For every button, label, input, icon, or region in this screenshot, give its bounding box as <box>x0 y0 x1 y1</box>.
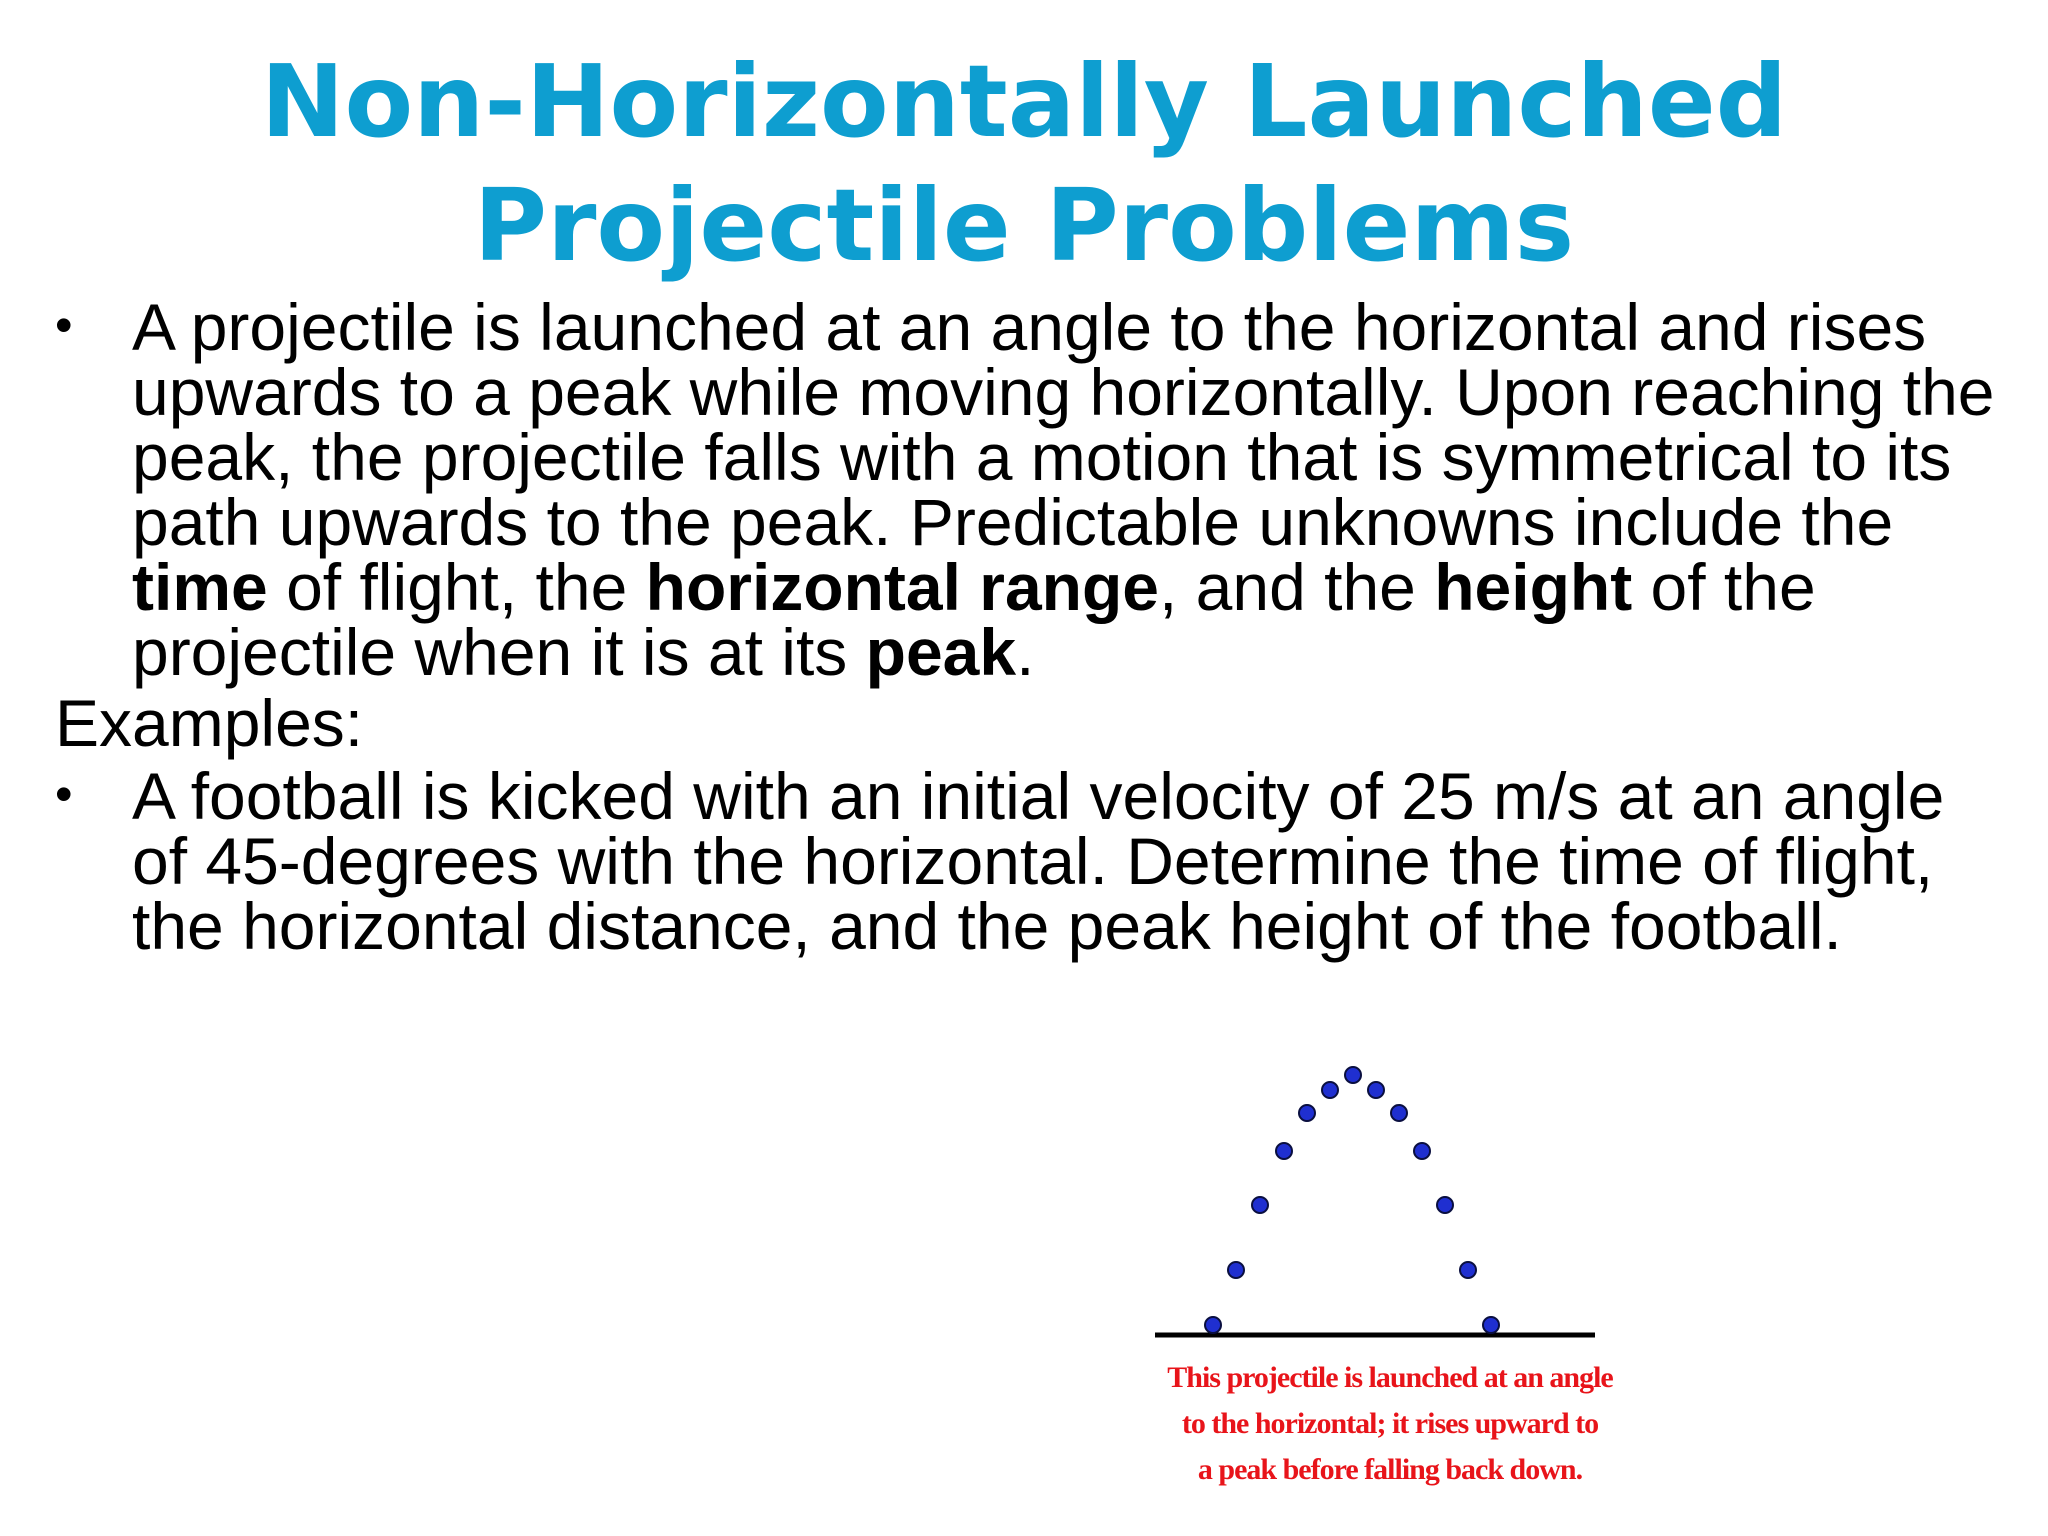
trajectory-dots <box>1205 1067 1499 1333</box>
trajectory-dot <box>1483 1317 1499 1333</box>
bullet-example <box>55 759 2005 963</box>
trajectory-dot <box>1276 1143 1292 1159</box>
bullet-dot-icon: • <box>55 297 73 353</box>
bullet1-peak: peak <box>865 615 1017 689</box>
trajectory-dot <box>1414 1143 1430 1159</box>
bullet-dot-icon: • <box>55 766 73 822</box>
bullet-description <box>55 290 2005 689</box>
diagram-caption <box>1060 1355 1720 1493</box>
trajectory-dot <box>1252 1197 1268 1213</box>
trajectory-dot <box>1322 1082 1338 1098</box>
trajectory-dot <box>1437 1197 1453 1213</box>
bullet2-text: A football is kicked with an initial velocity of 25 m/s at an angle of 45-degrees with the horizontal. Determine the time of flight, the horizontal distance, and the peak height of the football. <box>132 759 1945 963</box>
trajectory-dot <box>1345 1067 1361 1083</box>
trajectory-dot <box>1460 1262 1476 1278</box>
trajectory-dot <box>1299 1105 1315 1121</box>
slide-body <box>55 290 2005 963</box>
trajectory-dot <box>1205 1317 1221 1333</box>
bullet1-height: height <box>1434 550 1633 624</box>
bullet1-time: time <box>132 550 268 624</box>
caption-line-3: a peak before falling back down. <box>1197 1453 1583 1486</box>
title-line-1: Non-Horizontally Launched <box>260 43 1788 160</box>
bullet1-mid3: of the projectile when it is at its <box>132 550 1816 689</box>
caption-line-2: to the horizontal; it rises upward to <box>1181 1407 1599 1440</box>
bullet1-range: horizontal range <box>645 550 1159 624</box>
bullet1-intro: A projectile is launched at an angle to the horizontal and rises upwards to a peak while moving horizontally. Upon reaching the peak, the projectile falls with a motion that is symmetrical to its path upwards to the peak. Predictable unknowns include the <box>132 290 1995 559</box>
bullet1-end: . <box>1016 615 1035 689</box>
trajectory-dot <box>1391 1105 1407 1121</box>
trajectory-dot <box>1228 1262 1244 1278</box>
trajectory-dot <box>1368 1082 1384 1098</box>
title-line-2: Projectile Problems <box>473 167 1575 284</box>
examples-label: Examples: <box>55 686 364 760</box>
bullet1-mid1: of flight, the <box>286 550 628 624</box>
slide-title <box>0 40 2048 288</box>
bullet1-mid2: , and the <box>1159 550 1416 624</box>
caption-line-1: This projectile is launched at an angle <box>1167 1361 1613 1394</box>
